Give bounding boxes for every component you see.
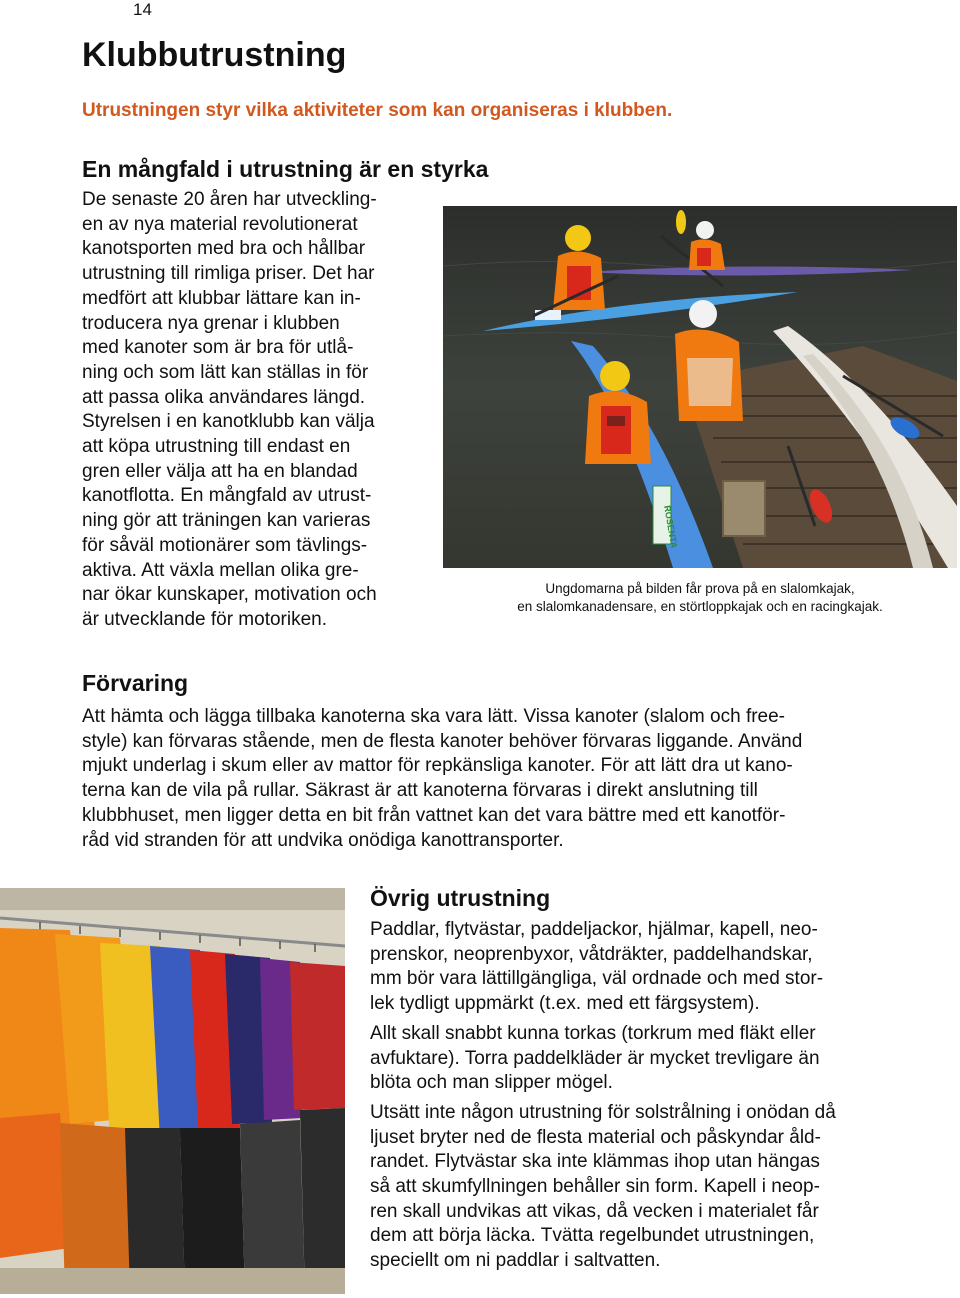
- text-line: mjukt underlag i skum eller av mattor för repkänsliga kanoter. För att lätt dra ut kano-: [82, 755, 793, 777]
- text-line: troducera nya grenar i klubben: [82, 312, 340, 334]
- text-line: klubbhuset, men ligger detta en bit från vattnet kan det vara bättre med ett kanotför-: [82, 804, 786, 826]
- text-line: De senaste 20 åren har utveckling-: [82, 189, 377, 210]
- text-line: prenskor, neoprenbyxor, våtdräkter, paddelhandskar,: [370, 943, 813, 965]
- text-line: blöta och man slipper mögel.: [370, 1072, 613, 1094]
- text-line: Att hämta och lägga tillbaka kanoterna ska vara lätt. Vissa kanoter (slalom och free-: [82, 706, 786, 727]
- lead-text: Utrustningen styr vilka aktiviteter som kan organiseras i klubben.: [82, 100, 673, 121]
- photo-caption: [443, 580, 957, 616]
- text-line: att passa olika användares längd.: [82, 386, 366, 408]
- text-line: dem att börja läcka. Tvätta regelbundet utrustningen,: [370, 1225, 815, 1247]
- storage-body: [82, 705, 922, 853]
- paragraph: [370, 1022, 930, 1096]
- other-body: [370, 918, 930, 1274]
- heading-storage: Förvaring: [82, 670, 189, 696]
- paragraph: [370, 918, 930, 1017]
- text-line: kanotflotta. En mångfald av utrust-: [82, 485, 372, 507]
- text-line: avfuktare). Torra paddelkläder är mycket trevligare än: [370, 1047, 820, 1069]
- text-line: Paddlar, flytvästar, paddeljackor, hjälmar, kapell, neo-: [370, 919, 818, 940]
- caption-line: en slalomkanadensare, en störtloppkajak och en racingkajak.: [517, 599, 883, 614]
- text-line: Utsätt inte någon utrustning för solstrålning i onödan då: [370, 1101, 836, 1123]
- text-line: gren eller välja att ha en blandad: [82, 460, 358, 482]
- text-line: lek tydligt uppmärkt (t.ex. med ett färgsystem).: [370, 993, 760, 1015]
- text-line: ljuset bryter ned de flesta material och påskyndar åld-: [370, 1126, 821, 1148]
- text-line: randet. Flytvästar ska inte klämmas ihop utan hängas: [370, 1151, 820, 1173]
- text-line: speciellt om ni paddlar i saltvatten.: [370, 1250, 661, 1272]
- text-line: så att skumfyllningen behåller sin form. Kapell i neop-: [370, 1176, 820, 1198]
- paragraph: [370, 1101, 930, 1274]
- heading-other: Övrig utrustning: [370, 885, 551, 911]
- text-line: råd vid stranden för att undvika onödiga kanottransporter.: [82, 829, 564, 851]
- text-line: ning gör att träningen kan varieras: [82, 510, 371, 532]
- text-line: ren skall undvikas att vikas, då vecken i materialet får: [370, 1200, 819, 1222]
- clothing-rack-photo: [0, 888, 345, 1294]
- text-line: en av nya material revolutionerat: [82, 213, 358, 235]
- text-line: kanotsporten med bra och hållbar: [82, 238, 366, 260]
- text-line: med kanoter som är bra för utlå-: [82, 337, 354, 359]
- text-line: ning och som lätt kan ställas in för: [82, 361, 369, 383]
- text-line: terna kan de vila på rullar. Säkrast är att kanoterna förvaras i direkt anslutning till: [82, 780, 758, 802]
- text-line: medfört att klubbar lättare kan in-: [82, 287, 361, 309]
- text-line: utrustning till rimliga priser. Det har: [82, 263, 375, 285]
- text-line: är utvecklande för motoriken.: [82, 608, 328, 630]
- text-line: mm bör vara lättillgängliga, väl ordnade och med stor-: [370, 968, 824, 990]
- text-line: aktiva. Att växla mellan olika gre-: [82, 559, 359, 581]
- text-line: nar ökar kunskaper, motivation och: [82, 584, 377, 606]
- boat-label: ROSENTA: [662, 504, 680, 550]
- text-line: style) kan förvaras stående, men de flesta kanoter behöver förvaras liggande. Använd: [82, 730, 803, 752]
- text-line: Allt skall snabbt kunna torkas (torkrum med fläkt eller: [370, 1022, 816, 1044]
- text-line: Styrelsen i en kanotklubb kan välja: [82, 411, 375, 433]
- caption-line: Ungdomarna på bilden får prova på en slalomkajak,: [545, 581, 855, 596]
- text-line: för såväl motionärer som tävlings-: [82, 534, 368, 556]
- text-line: att köpa utrustning till endast en: [82, 436, 351, 458]
- heading-variety: En mångfald i utrustning är en styrka: [82, 156, 489, 182]
- variety-body: [82, 188, 432, 633]
- page-number: 14: [133, 0, 152, 19]
- kayak-photo: [443, 206, 957, 568]
- page-title: Klubbutrustning: [82, 36, 347, 74]
